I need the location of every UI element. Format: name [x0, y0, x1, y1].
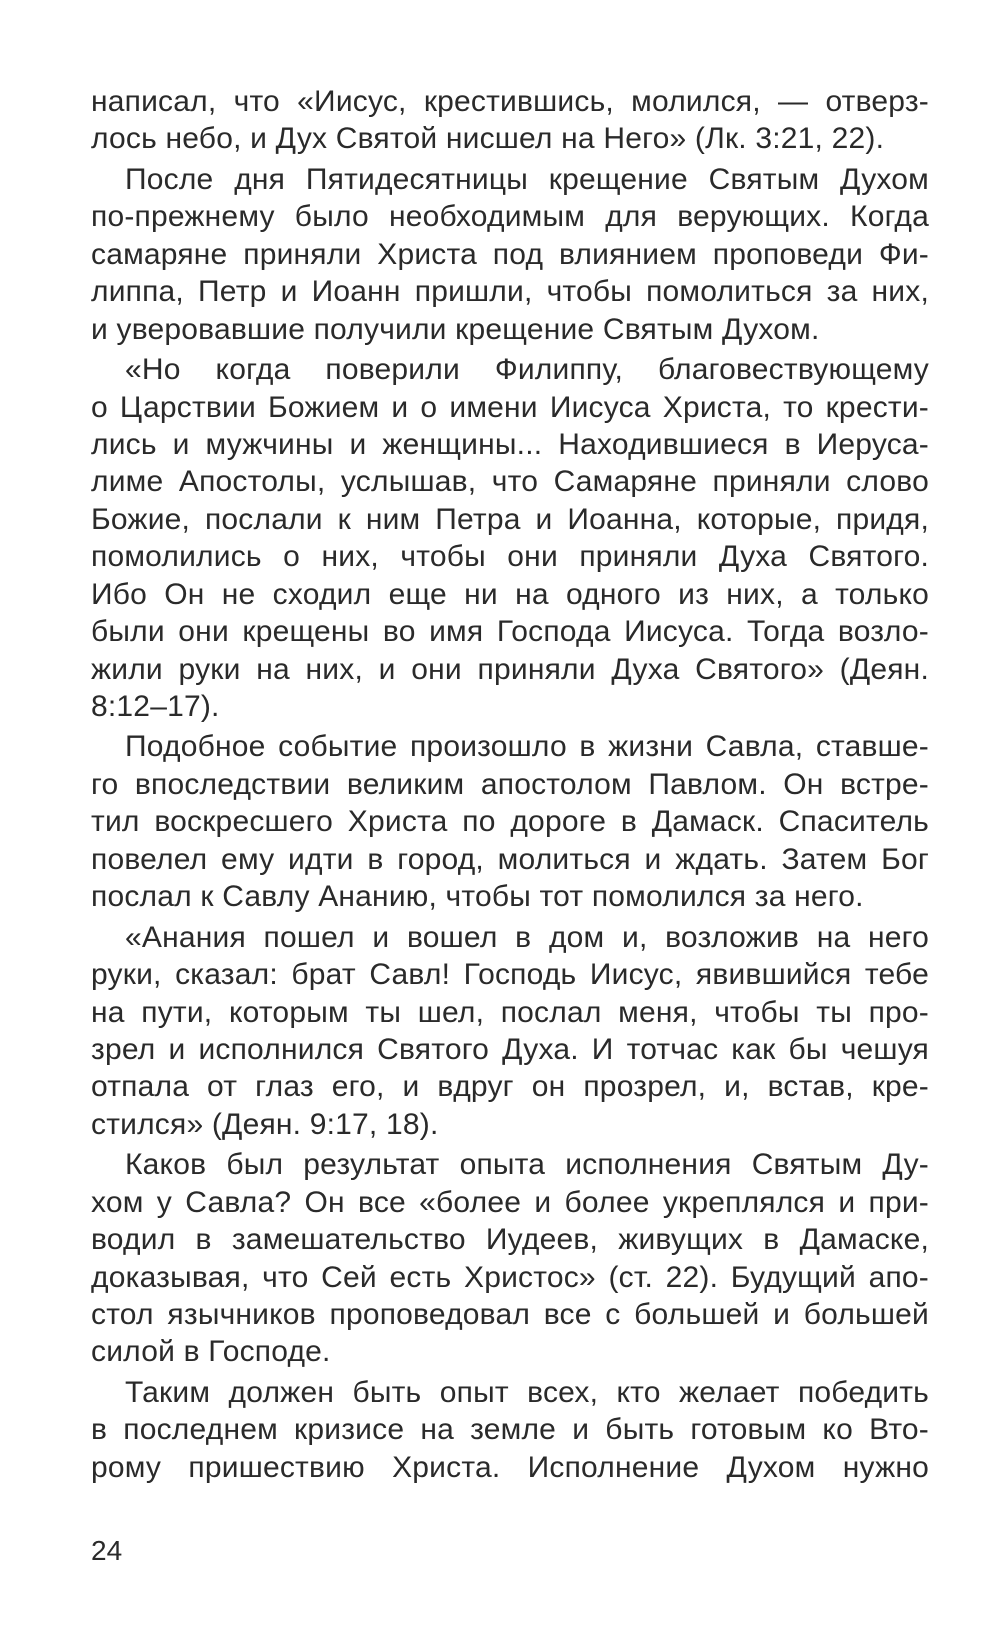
text-line: 8:12–17). [91, 690, 220, 723]
text-line: руки, сказал: брат Савл! Господь Иисус, явившийся тебе [91, 958, 929, 992]
text-line: и уверовавшие получили крещение Святым Духом. [91, 312, 820, 346]
text-line: Таким должен быть опыт всех, кто желает победить [125, 1375, 929, 1409]
text-line: силой в Господе. [91, 1335, 331, 1369]
text-line: После дня Пятидесятницы крещение Святым Духом [125, 162, 929, 196]
text-line: лиме Апостолы, услышав, что Самаряне приняли слово [91, 465, 929, 499]
paragraph [91, 1146, 929, 1371]
paragraph [91, 83, 929, 158]
text-line: на пути, которым ты шел, послал меня, чтобы ты про- [91, 995, 929, 1029]
paragraph [91, 919, 929, 1144]
text-line: доказывая, что Сей есть Христос» (ст. 22). Будущий апо- [91, 1260, 929, 1294]
text-line: го впоследствии великим апостолом Павлом. Он встре- [91, 767, 929, 801]
text-line: помолились о них, чтобы они приняли Духа Святого. [91, 540, 929, 574]
text-line: в последнем кризисе на земле и быть готовым ко Вто- [91, 1413, 929, 1447]
text-line: самаряне приняли Христа под влиянием проповеди Фи- [91, 237, 929, 271]
text-line: лось небо, и Дух Святой нисшел на Него» (Лк. 3:21, 22). [91, 122, 885, 156]
text-line: отпала от глаз его, и вдруг он прозрел, и, встав, кре- [91, 1070, 929, 1104]
paragraph [91, 728, 929, 915]
text-line: написал, что «Иисус, крестившись, молился, — отверз- [91, 85, 929, 118]
page-number: 24 [91, 1535, 123, 1566]
text-line: по-прежнему было необходимым для верующих. Когда [91, 200, 929, 234]
text-line: Подобное событие произошло в жизни Савла, ставше- [125, 730, 929, 764]
text-line: стол язычников проповедовал все с большей и большей [91, 1298, 929, 1331]
text-line: Ибо Он не сходил еще ни на одного из них, а только [91, 577, 929, 611]
text-line: рому пришествию Христа. Исполнение Духом нужно [91, 1450, 929, 1484]
text-line: стился» (Деян. 9:17, 18). [91, 1107, 439, 1141]
text-line: о Царствии Божием и о имени Иисуса Христа, то крести- [91, 390, 929, 424]
text-line: «Но когда поверили Филиппу, благовествующему [125, 353, 929, 387]
text-line: лись и мужчины и женщины... Находившиеся в Иеруса- [91, 427, 929, 461]
text-line: Божие, послали к ним Петра и Иоанна, которые, придя, [91, 502, 929, 536]
text-line: повелел ему идти в город, молиться и ждать. Затем Бог [91, 842, 929, 876]
body-text [91, 83, 929, 1486]
paragraph [91, 351, 929, 725]
paragraph [91, 1374, 929, 1486]
text-line: водил в замешательство Иудеев, живущих в Дамаске, [91, 1223, 929, 1257]
text-line: тил воскресшего Христа по дороге в Дамаск. Спаситель [91, 805, 929, 839]
text-line: Каков был результат опыта исполнения Святым Ду- [125, 1148, 929, 1182]
text-line: были они крещены во имя Господа Иисуса. Тогда возло- [91, 615, 929, 649]
text-line: зрел и исполнился Святого Духа. И тотчас как бы чешуя [91, 1032, 929, 1066]
text-line: жили руки на них, и они приняли Духа Святого» (Деян. [91, 652, 929, 686]
text-line: «Анания пошел и вошел в дом и, возложив на него [125, 920, 929, 954]
paragraph [91, 161, 929, 348]
text-line: хом у Савла? Он все «более и более укреплялся и при- [91, 1185, 929, 1219]
text-line: липпа, Петр и Иоанн пришли, чтобы помолиться за них, [91, 275, 929, 309]
text-line: послал к Савлу Ананию, чтобы тот помолился за него. [91, 880, 864, 914]
